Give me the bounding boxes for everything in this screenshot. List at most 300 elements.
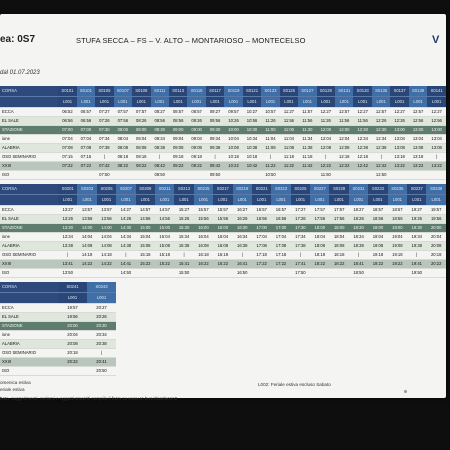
time-cell: 16:18 — [213, 251, 232, 260]
line-code: L001 — [368, 195, 387, 206]
time-cell: 10:30 — [243, 126, 261, 135]
time-cell: 11:57 — [298, 108, 316, 117]
time-cell: 19:34 — [407, 233, 426, 242]
time-cell: 13:56 — [97, 215, 116, 224]
time-cell: 07:27 — [95, 108, 113, 117]
time-cell: 13:38 — [58, 242, 77, 251]
time-cell: 13:57 — [97, 206, 116, 215]
time-cell — [136, 269, 155, 278]
validity-text: dal 01.07.2023 — [0, 70, 40, 76]
time-cell: 15:04 — [155, 233, 174, 242]
time-cell: 20:22 — [426, 260, 446, 269]
time-cell: 14:00 — [97, 224, 116, 233]
time-cell: 12:27 — [317, 108, 335, 117]
time-cell: 10:57 — [261, 108, 279, 117]
time-cell — [335, 171, 353, 180]
stop-row — [0, 242, 446, 251]
time-cell: 13:22 — [427, 162, 446, 171]
time-cell — [252, 269, 271, 278]
line-code: L001 — [58, 195, 77, 206]
time-cell: 17:04 — [252, 233, 271, 242]
stop-row — [0, 144, 446, 153]
stop-name: ALABRIA — [0, 242, 58, 251]
time-cell: 17:56 — [310, 215, 329, 224]
trip-id: S0123 — [261, 86, 279, 97]
time-cell: 08:57 — [187, 108, 205, 117]
time-cell: 14:57 — [155, 206, 174, 215]
time-cell: 09:56 — [206, 117, 224, 126]
stop-name: ISO — [0, 269, 58, 278]
time-cell: 14:50 — [116, 269, 135, 278]
stop-row — [0, 322, 116, 331]
time-cell: 14:04 — [77, 233, 96, 242]
line-code: L001 — [136, 195, 155, 206]
time-cell: 11:26 — [261, 117, 279, 126]
time-cell: 12:22 — [335, 162, 353, 171]
trip-id: S0137 — [390, 86, 408, 97]
time-cell: 18:57 — [388, 206, 407, 215]
stop-row — [0, 331, 116, 340]
stop-name: EL SALE — [0, 215, 58, 224]
trip-id: S0107 — [114, 86, 132, 97]
time-cell: 13:22 — [390, 162, 408, 171]
trip-id: S0241 — [58, 282, 87, 293]
time-cell: 11:00 — [261, 126, 279, 135]
time-cell: 18:18 — [329, 251, 348, 260]
line-code: L001 — [353, 97, 371, 108]
time-cell: 07:00 — [58, 126, 76, 135]
trip-id: S0221 — [252, 184, 271, 195]
time-cell: 19:26 — [407, 215, 426, 224]
time-cell: 20:41 — [87, 358, 116, 367]
line-label-cell — [0, 97, 58, 108]
trip-id: S0129 — [317, 86, 335, 97]
stop-name: ione — [0, 233, 58, 242]
time-cell — [155, 269, 174, 278]
time-cell: 15:57 — [194, 206, 213, 215]
time-cell: 17:22 — [252, 260, 271, 269]
time-cell: 16:34 — [233, 233, 252, 242]
time-cell: 07:57 — [132, 108, 150, 117]
time-cell — [426, 269, 446, 278]
time-cell: 20:26 — [87, 313, 116, 322]
line-row — [0, 195, 446, 206]
time-cell: 09:34 — [206, 135, 224, 144]
time-cell: 11:30 — [298, 126, 316, 135]
time-cell: 19:18 — [388, 251, 407, 260]
time-cell: 20:50 — [87, 367, 116, 376]
time-cell: 12:26 — [390, 117, 408, 126]
trip-id: S0201 — [58, 184, 77, 195]
stop-row — [0, 117, 446, 126]
time-cell: 09:00 — [187, 126, 205, 135]
time-cell: | — [151, 153, 169, 162]
time-cell: 09:30 — [206, 126, 224, 135]
time-cell: 13:04 — [427, 135, 446, 144]
time-cell: 16:38 — [233, 242, 252, 251]
time-cell: 17:18 — [271, 251, 290, 260]
time-cell: 09:38 — [206, 144, 224, 153]
stop-name: STAZIONE — [0, 322, 58, 331]
time-cell: 11:04 — [280, 135, 298, 144]
time-cell: 08:18 — [132, 153, 150, 162]
time-cell: 15:26 — [174, 215, 193, 224]
trip-id: S0121 — [243, 86, 261, 97]
time-cell: 09:00 — [169, 126, 187, 135]
time-cell: 13:34 — [58, 233, 77, 242]
time-cell: 18:50 — [349, 269, 368, 278]
trip-id: S0229 — [329, 184, 348, 195]
stop-name: ALABRIA — [0, 144, 58, 153]
time-cell: 08:00 — [132, 126, 150, 135]
time-cell: 07:15 — [77, 153, 95, 162]
time-cell: 13:27 — [58, 206, 77, 215]
time-cell: 17:57 — [310, 206, 329, 215]
time-cell: 12:56 — [409, 117, 427, 126]
time-cell: 12:57 — [409, 108, 427, 117]
line-label-cell — [0, 293, 58, 304]
time-cell: 08:42 — [151, 162, 169, 171]
time-cell — [97, 269, 116, 278]
time-cell: 12:00 — [317, 126, 335, 135]
time-cell: 08:56 — [169, 117, 187, 126]
trip-id: S0235 — [388, 184, 407, 195]
line-code: L001 — [298, 97, 316, 108]
time-cell: 18:56 — [388, 215, 407, 224]
time-cell: 11:56 — [353, 117, 371, 126]
time-cell: 20:38 — [87, 340, 116, 349]
time-cell: 10:50 — [261, 171, 279, 180]
time-cell: 16:41 — [233, 260, 252, 269]
time-cell: 12:30 — [353, 126, 371, 135]
time-cell: 08:38 — [151, 144, 169, 153]
time-cell: | — [317, 153, 335, 162]
time-cell: 17:22 — [271, 260, 290, 269]
line-code: L001 — [427, 97, 446, 108]
corsa-label: CORSA — [0, 282, 58, 293]
time-cell: 18:38 — [349, 242, 368, 251]
time-cell: 12:57 — [372, 108, 390, 117]
time-cell: 11:26 — [317, 117, 335, 126]
time-cell: 07:30 — [95, 126, 113, 135]
line-code: L001 — [390, 97, 408, 108]
time-cell: | — [233, 251, 252, 260]
time-cell: 19:57 — [58, 304, 87, 313]
time-cell: 17:41 — [291, 260, 310, 269]
time-cell: 17:50 — [291, 269, 310, 278]
trip-id: S0105 — [95, 86, 113, 97]
time-cell: 15:22 — [155, 260, 174, 269]
line-code: L001 — [187, 97, 205, 108]
time-cell: 16:50 — [233, 269, 252, 278]
trip-id: S0223 — [271, 184, 290, 195]
line-code: L001 — [97, 195, 116, 206]
line-code: L001 — [194, 195, 213, 206]
time-cell: 19:04 — [368, 233, 387, 242]
time-cell — [298, 171, 316, 180]
time-cell: 14:08 — [97, 242, 116, 251]
stop-row — [0, 153, 446, 162]
time-cell — [187, 171, 205, 180]
trip-id: S0211 — [155, 184, 174, 195]
time-cell: | — [427, 153, 446, 162]
trip-id: S0219 — [233, 184, 252, 195]
time-cell: 08:56 — [151, 117, 169, 126]
time-cell: 19:27 — [407, 206, 426, 215]
time-cell: 07:04 — [77, 135, 95, 144]
time-cell: 14:30 — [116, 224, 135, 233]
time-cell: 15:56 — [194, 215, 213, 224]
stop-row — [0, 340, 116, 349]
time-cell: 09:27 — [206, 108, 224, 117]
time-cell: 09:18 — [187, 153, 205, 162]
time-cell: | — [291, 251, 310, 260]
note-weekday: eriale estiva — [0, 387, 25, 392]
time-cell — [132, 171, 150, 180]
time-cell: 20:18 — [58, 349, 87, 358]
time-cell: 13:04 — [409, 135, 427, 144]
time-cell: 08:34 — [151, 135, 169, 144]
time-cell — [329, 269, 348, 278]
time-cell: 09:18 — [169, 153, 187, 162]
trip-id: S0139 — [409, 86, 427, 97]
time-cell: 09:50 — [206, 171, 224, 180]
time-cell: 07:26 — [95, 117, 113, 126]
time-cell: 09:26 — [187, 117, 205, 126]
brand-logo: V — [432, 34, 440, 46]
time-cell: 11:00 — [280, 126, 298, 135]
time-cell: 19:56 — [426, 215, 446, 224]
time-cell: 13:26 — [58, 215, 77, 224]
line-code: L001 — [213, 195, 232, 206]
stop-row — [0, 126, 446, 135]
line-code: L001 — [261, 97, 279, 108]
time-cell: 15:18 — [136, 251, 155, 260]
time-cell: | — [95, 153, 113, 162]
time-cell: 14:26 — [116, 215, 135, 224]
timetable-sheet — [0, 14, 446, 398]
time-cell: 11:08 — [261, 144, 279, 153]
time-cell: 12:27 — [390, 108, 408, 117]
line-code: L001 — [409, 97, 427, 108]
trip-id: S0209 — [136, 184, 155, 195]
time-cell: 08:30 — [151, 126, 169, 135]
time-cell: 13:18 — [390, 153, 408, 162]
line-code: L001 — [155, 195, 174, 206]
trip-id: S0215 — [194, 184, 213, 195]
time-cell: 08:50 — [151, 171, 169, 180]
time-cell: 10:42 — [243, 162, 261, 171]
time-cell: 12:08 — [335, 144, 353, 153]
time-cell: 08:57 — [169, 108, 187, 117]
time-cell — [58, 171, 76, 180]
trip-id: S0111 — [151, 86, 169, 97]
trip-id: S0127 — [298, 86, 316, 97]
trip-id: S0109 — [132, 86, 150, 97]
time-cell: 11:22 — [261, 162, 279, 171]
time-cell: 12:42 — [353, 162, 371, 171]
time-cell: 11:56 — [298, 117, 316, 126]
time-cell: 17:18 — [252, 251, 271, 260]
stop-name: STAZIONE — [0, 224, 58, 233]
trip-id: S0237 — [407, 184, 426, 195]
line-code: L001 — [116, 195, 135, 206]
time-cell: 14:34 — [116, 233, 135, 242]
time-cell: 07:22 — [77, 162, 95, 171]
time-cell: 13:18 — [409, 153, 427, 162]
time-cell: 17:30 — [291, 224, 310, 233]
time-cell: 14:00 — [77, 224, 96, 233]
time-cell: 08:00 — [114, 126, 132, 135]
stop-row — [0, 251, 446, 260]
time-cell: 14:22 — [97, 260, 116, 269]
line-code: L001 — [132, 97, 150, 108]
time-cell: 12:38 — [353, 144, 371, 153]
time-cell: 17:04 — [271, 233, 290, 242]
time-cell: 16:30 — [233, 224, 252, 233]
time-cell: 13:00 — [390, 126, 408, 135]
time-cell: 11:42 — [298, 162, 316, 171]
trip-id: S0207 — [116, 184, 135, 195]
stop-row — [0, 358, 116, 367]
time-cell: 12:18 — [335, 153, 353, 162]
stop-name: EL SALE — [0, 117, 58, 126]
note-sunday: omenica estiva — [0, 380, 31, 385]
time-cell: 19:22 — [388, 260, 407, 269]
time-cell — [280, 171, 298, 180]
time-cell: 07:56 — [114, 117, 132, 126]
stop-name: XXIII — [0, 358, 58, 367]
time-cell — [388, 269, 407, 278]
time-cell: 15:38 — [174, 242, 193, 251]
stop-name: EL SALE — [0, 313, 58, 322]
stop-row — [0, 206, 446, 215]
time-cell: 10:18 — [243, 153, 261, 162]
time-cell: 11:04 — [261, 135, 279, 144]
time-cell: 20:08 — [426, 242, 446, 251]
stop-name: ECCA — [0, 206, 58, 215]
line-code: L001 — [329, 195, 348, 206]
time-cell: 18:08 — [310, 242, 329, 251]
time-cell: 14:18 — [77, 251, 96, 260]
time-cell — [310, 269, 329, 278]
stop-row — [0, 349, 116, 358]
time-cell: 14:57 — [136, 206, 155, 215]
time-cell: 18:18 — [310, 251, 329, 260]
time-cell: 18:34 — [349, 233, 368, 242]
time-cell: 10:08 — [224, 144, 242, 153]
time-cell: | — [174, 251, 193, 260]
line-code: L001 — [114, 97, 132, 108]
time-cell: 16:22 — [213, 260, 232, 269]
time-cell: 15:50 — [174, 269, 193, 278]
time-cell: 16:57 — [271, 206, 290, 215]
time-cell: 20:00 — [426, 224, 446, 233]
time-cell: 07:42 — [95, 162, 113, 171]
time-cell: 12:26 — [372, 117, 390, 126]
line-code: L001 — [151, 97, 169, 108]
time-cell: 17:08 — [271, 242, 290, 251]
time-cell: 13:08 — [427, 144, 446, 153]
time-cell: 18:27 — [349, 206, 368, 215]
time-cell: 15:08 — [136, 242, 155, 251]
time-cell: 08:26 — [132, 117, 150, 126]
time-cell: 19:50 — [407, 269, 426, 278]
time-cell: 12:22 — [317, 162, 335, 171]
stop-name: OSO SEMINARIO — [0, 349, 58, 358]
note-l002: L002: Feriale estiva escluso Sabato — [258, 382, 331, 387]
line-row — [0, 97, 446, 108]
time-cell: 20:27 — [87, 304, 116, 313]
time-cell: 15:08 — [155, 242, 174, 251]
stop-row — [0, 135, 446, 144]
time-cell: 20:34 — [87, 331, 116, 340]
line-label-cell — [0, 195, 58, 206]
time-cell: 11:08 — [280, 144, 298, 153]
stop-row — [0, 224, 446, 233]
timetable-afternoon — [0, 184, 446, 278]
time-cell: 17:57 — [329, 206, 348, 215]
time-cell: 17:56 — [329, 215, 348, 224]
time-cell: 18:56 — [368, 215, 387, 224]
time-cell: 18:22 — [310, 260, 329, 269]
trip-id: S0231 — [349, 184, 368, 195]
time-cell: 11:18 — [280, 153, 298, 162]
time-cell: 18:00 — [310, 224, 329, 233]
time-cell: 10:38 — [243, 144, 261, 153]
time-cell: 20:04 — [58, 331, 87, 340]
time-cell: 07:50 — [95, 171, 113, 180]
corsa-label: CORSA — [0, 86, 58, 97]
time-cell: 09:08 — [169, 144, 187, 153]
line-code: L001 — [58, 293, 87, 304]
time-cell: 16:00 — [194, 224, 213, 233]
time-cell: 16:57 — [252, 206, 271, 215]
stop-row — [0, 304, 116, 313]
time-cell: 07:34 — [95, 135, 113, 144]
time-cell: 19:57 — [426, 206, 446, 215]
time-cell: 20:22 — [58, 358, 87, 367]
time-cell — [58, 367, 87, 376]
time-cell: | — [116, 251, 135, 260]
stop-row — [0, 269, 446, 278]
time-cell: 14:18 — [97, 251, 116, 260]
time-cell: 19:22 — [368, 260, 387, 269]
line-code: L001 — [87, 293, 116, 304]
time-cell: 09:42 — [206, 162, 224, 171]
time-cell: 12:38 — [372, 144, 390, 153]
stop-name: ISO — [0, 171, 58, 180]
trip-id: S0119 — [224, 86, 242, 97]
stop-name: XXIII — [0, 260, 58, 269]
time-cell: 12:42 — [372, 162, 390, 171]
time-cell: 15:18 — [155, 251, 174, 260]
time-cell: 16:27 — [233, 206, 252, 215]
time-cell: 14:38 — [116, 242, 135, 251]
time-cell: 19:04 — [388, 233, 407, 242]
line-code: L001 — [95, 97, 113, 108]
time-cell: 07:08 — [77, 144, 95, 153]
line-code: L001 — [372, 97, 390, 108]
stop-row — [0, 233, 446, 242]
time-cell: 12:57 — [335, 108, 353, 117]
time-cell: 18:26 — [349, 215, 368, 224]
time-cell: 11:56 — [280, 117, 298, 126]
time-cell: 08:08 — [114, 144, 132, 153]
line-code: L001 — [349, 195, 368, 206]
trip-id: S0227 — [310, 184, 329, 195]
time-cell: 15:34 — [174, 233, 193, 242]
